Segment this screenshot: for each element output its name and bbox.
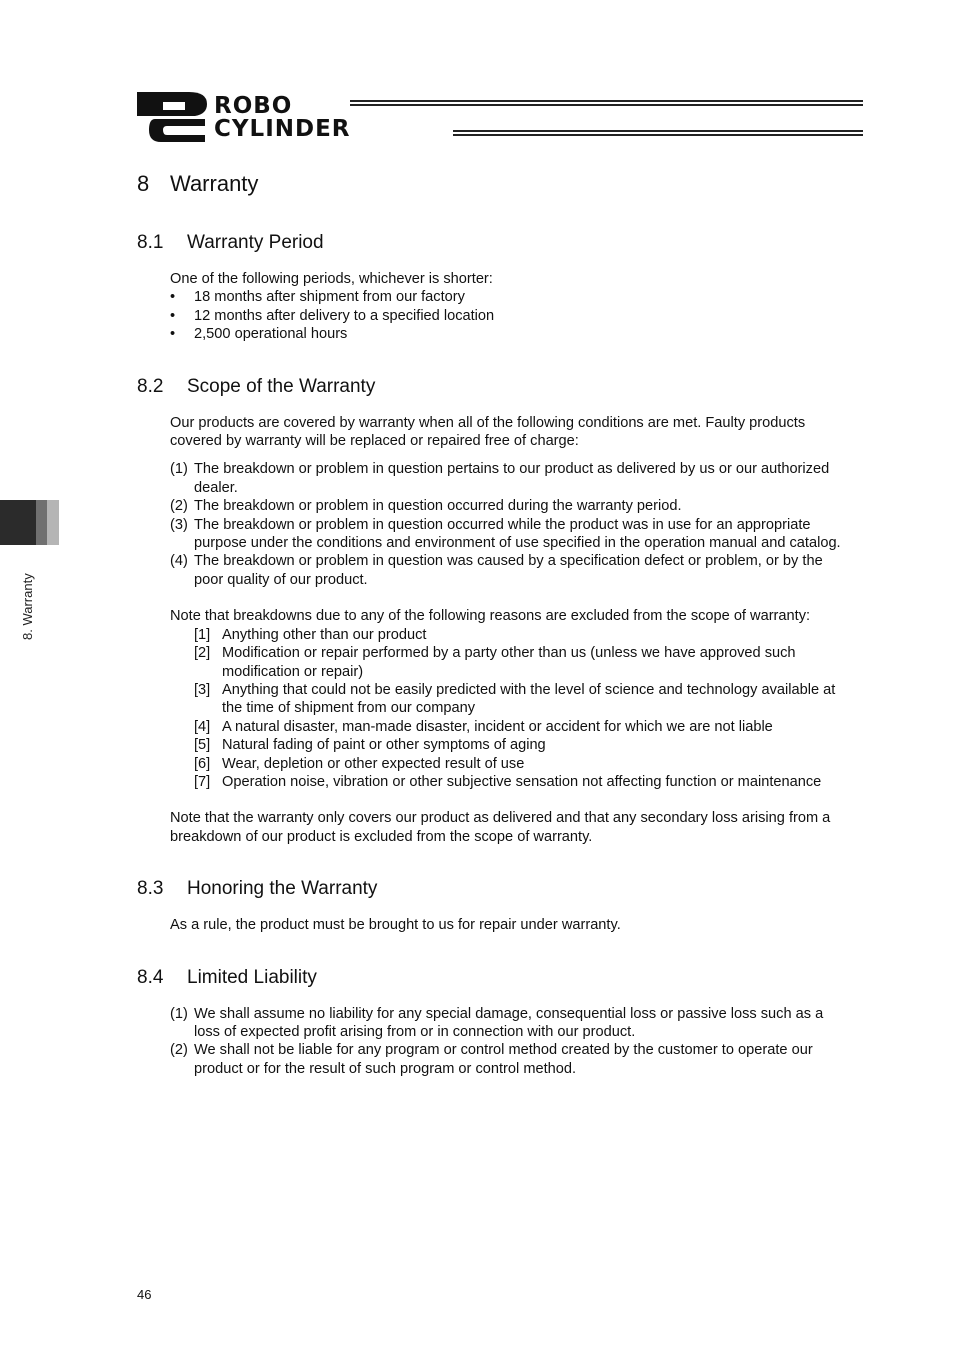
- exclusions-list: [194, 626, 847, 792]
- item-marker: [2]: [194, 645, 211, 662]
- list-item: • 18 months after shipment from our factory: [170, 288, 847, 306]
- section-title: Scope of the Warranty: [187, 375, 376, 397]
- item-text: The breakdown or problem in question was caused by a specification defect or problem, or by the poor quality of our product.: [194, 553, 823, 588]
- list-item: [194, 718, 847, 736]
- chapter-tab-marker: [0, 500, 59, 545]
- item-text: We shall not be liable for any program or control method created by the customer to operate our product or for the result of such program or control method.: [194, 1042, 813, 1077]
- list-item: [194, 736, 847, 754]
- section-limited-liability: [137, 965, 847, 1079]
- list-item: • 2,500 operational hours: [170, 325, 847, 343]
- list-item: [194, 773, 847, 791]
- side-chapter-label: 8. Warranty: [20, 573, 35, 640]
- list-item: [194, 755, 847, 773]
- item-marker: [1]: [194, 626, 211, 643]
- list-item: [170, 1005, 847, 1042]
- section-heading: [137, 965, 847, 991]
- item-marker: (1): [170, 1005, 188, 1022]
- section-heading: [137, 876, 847, 902]
- closing-note: Note that the warranty only covers our product as delivered and that any secondary loss arising from a breakdown of our product is excluded from the scope of warranty.: [170, 810, 831, 845]
- chapter-title: Warranty: [170, 171, 259, 196]
- item-marker: (1): [170, 461, 188, 478]
- item-marker: [4]: [194, 718, 211, 735]
- list-item: [194, 681, 847, 718]
- section-honoring-warranty: [137, 876, 847, 934]
- item-text: The breakdown or problem in question occurred during the warranty period.: [194, 498, 682, 515]
- page-number: 46: [137, 1287, 152, 1302]
- conditions-list: [170, 460, 847, 589]
- item-text: The breakdown or problem in question pertains to our product as delivered by us or our authorized dealer.: [194, 461, 830, 496]
- section-title: Honoring the Warranty: [187, 878, 378, 900]
- section-heading: [137, 230, 847, 256]
- item-text: Anything other than our product: [222, 626, 427, 643]
- item-marker: (2): [170, 498, 188, 515]
- item-marker: [5]: [194, 737, 211, 754]
- item-marker: (3): [170, 516, 188, 533]
- section-warranty-period: [137, 230, 847, 344]
- exclusion-intro: Note that breakdowns due to any of the following reasons are excluded from the scope of warranty:: [170, 608, 811, 625]
- item-text: Modification or repair performed by a party other than us (unless we have approved such modification or repair): [222, 645, 796, 680]
- list-item: [194, 644, 847, 681]
- item-marker: (2): [170, 1042, 188, 1059]
- list-item: [170, 497, 847, 515]
- item-text: The breakdown or problem in question occurred while the product was in use for an appropriate purpose under the conditions and environment of use specified in the operation manual and catalog.: [194, 516, 841, 552]
- page-content: [137, 168, 847, 1108]
- logo-text-robo: ROBO: [214, 93, 293, 119]
- list-item: [170, 516, 847, 553]
- item-text: Anything that could not be easily predicted with the level of science and technology available at the time of shipment from our company: [222, 681, 836, 717]
- liability-list: [170, 1005, 847, 1079]
- item-marker: [7]: [194, 773, 211, 790]
- item-marker: [6]: [194, 755, 211, 772]
- item-text: We shall assume no liability for any special damage, consequential loss or passive loss such as a loss of expected profit arising from or in connection with our product.: [194, 1005, 824, 1040]
- item-marker: (4): [170, 553, 188, 570]
- section-intro: One of the following periods, whichever is shorter:: [170, 271, 493, 287]
- section-title: Limited Liability: [187, 966, 317, 988]
- list-item: [170, 1041, 847, 1078]
- section-number: 8.4: [137, 966, 164, 988]
- list-item: [170, 552, 847, 589]
- chapter-heading: [137, 168, 847, 200]
- section-title: Warranty Period: [187, 232, 324, 253]
- section-scope-of-warranty: [137, 374, 847, 847]
- section-number: 8.2: [137, 375, 164, 397]
- section-heading: [137, 374, 847, 400]
- robo-cylinder-logo: [137, 92, 863, 142]
- section-number: 8.1: [137, 232, 164, 253]
- item-text: A natural disaster, man-made disaster, incident or accident for which we are not liable: [222, 718, 773, 735]
- chapter-number: 8: [137, 171, 150, 196]
- section-intro: As a rule, the product must be brought to us for repair under warranty.: [170, 917, 621, 934]
- section-number: 8.3: [137, 878, 164, 900]
- section-intro: Our products are covered by warranty when all of the following conditions are met. Faulty products covered by warranty will be replaced or repaired free of charge:: [170, 414, 806, 450]
- item-text: Natural fading of paint or other symptoms of aging: [222, 737, 546, 754]
- logo-text-cylinder: CYLINDER: [214, 116, 351, 142]
- item-marker: [3]: [194, 681, 211, 698]
- period-list: [170, 288, 847, 343]
- item-text: Wear, depletion or other expected result of use: [222, 755, 525, 772]
- list-item: [194, 626, 847, 644]
- item-text: Operation noise, vibration or other subjective sensation not affecting function or maintenance: [222, 773, 822, 790]
- list-item: • 12 months after delivery to a specified location: [170, 307, 847, 325]
- list-item: [170, 460, 847, 497]
